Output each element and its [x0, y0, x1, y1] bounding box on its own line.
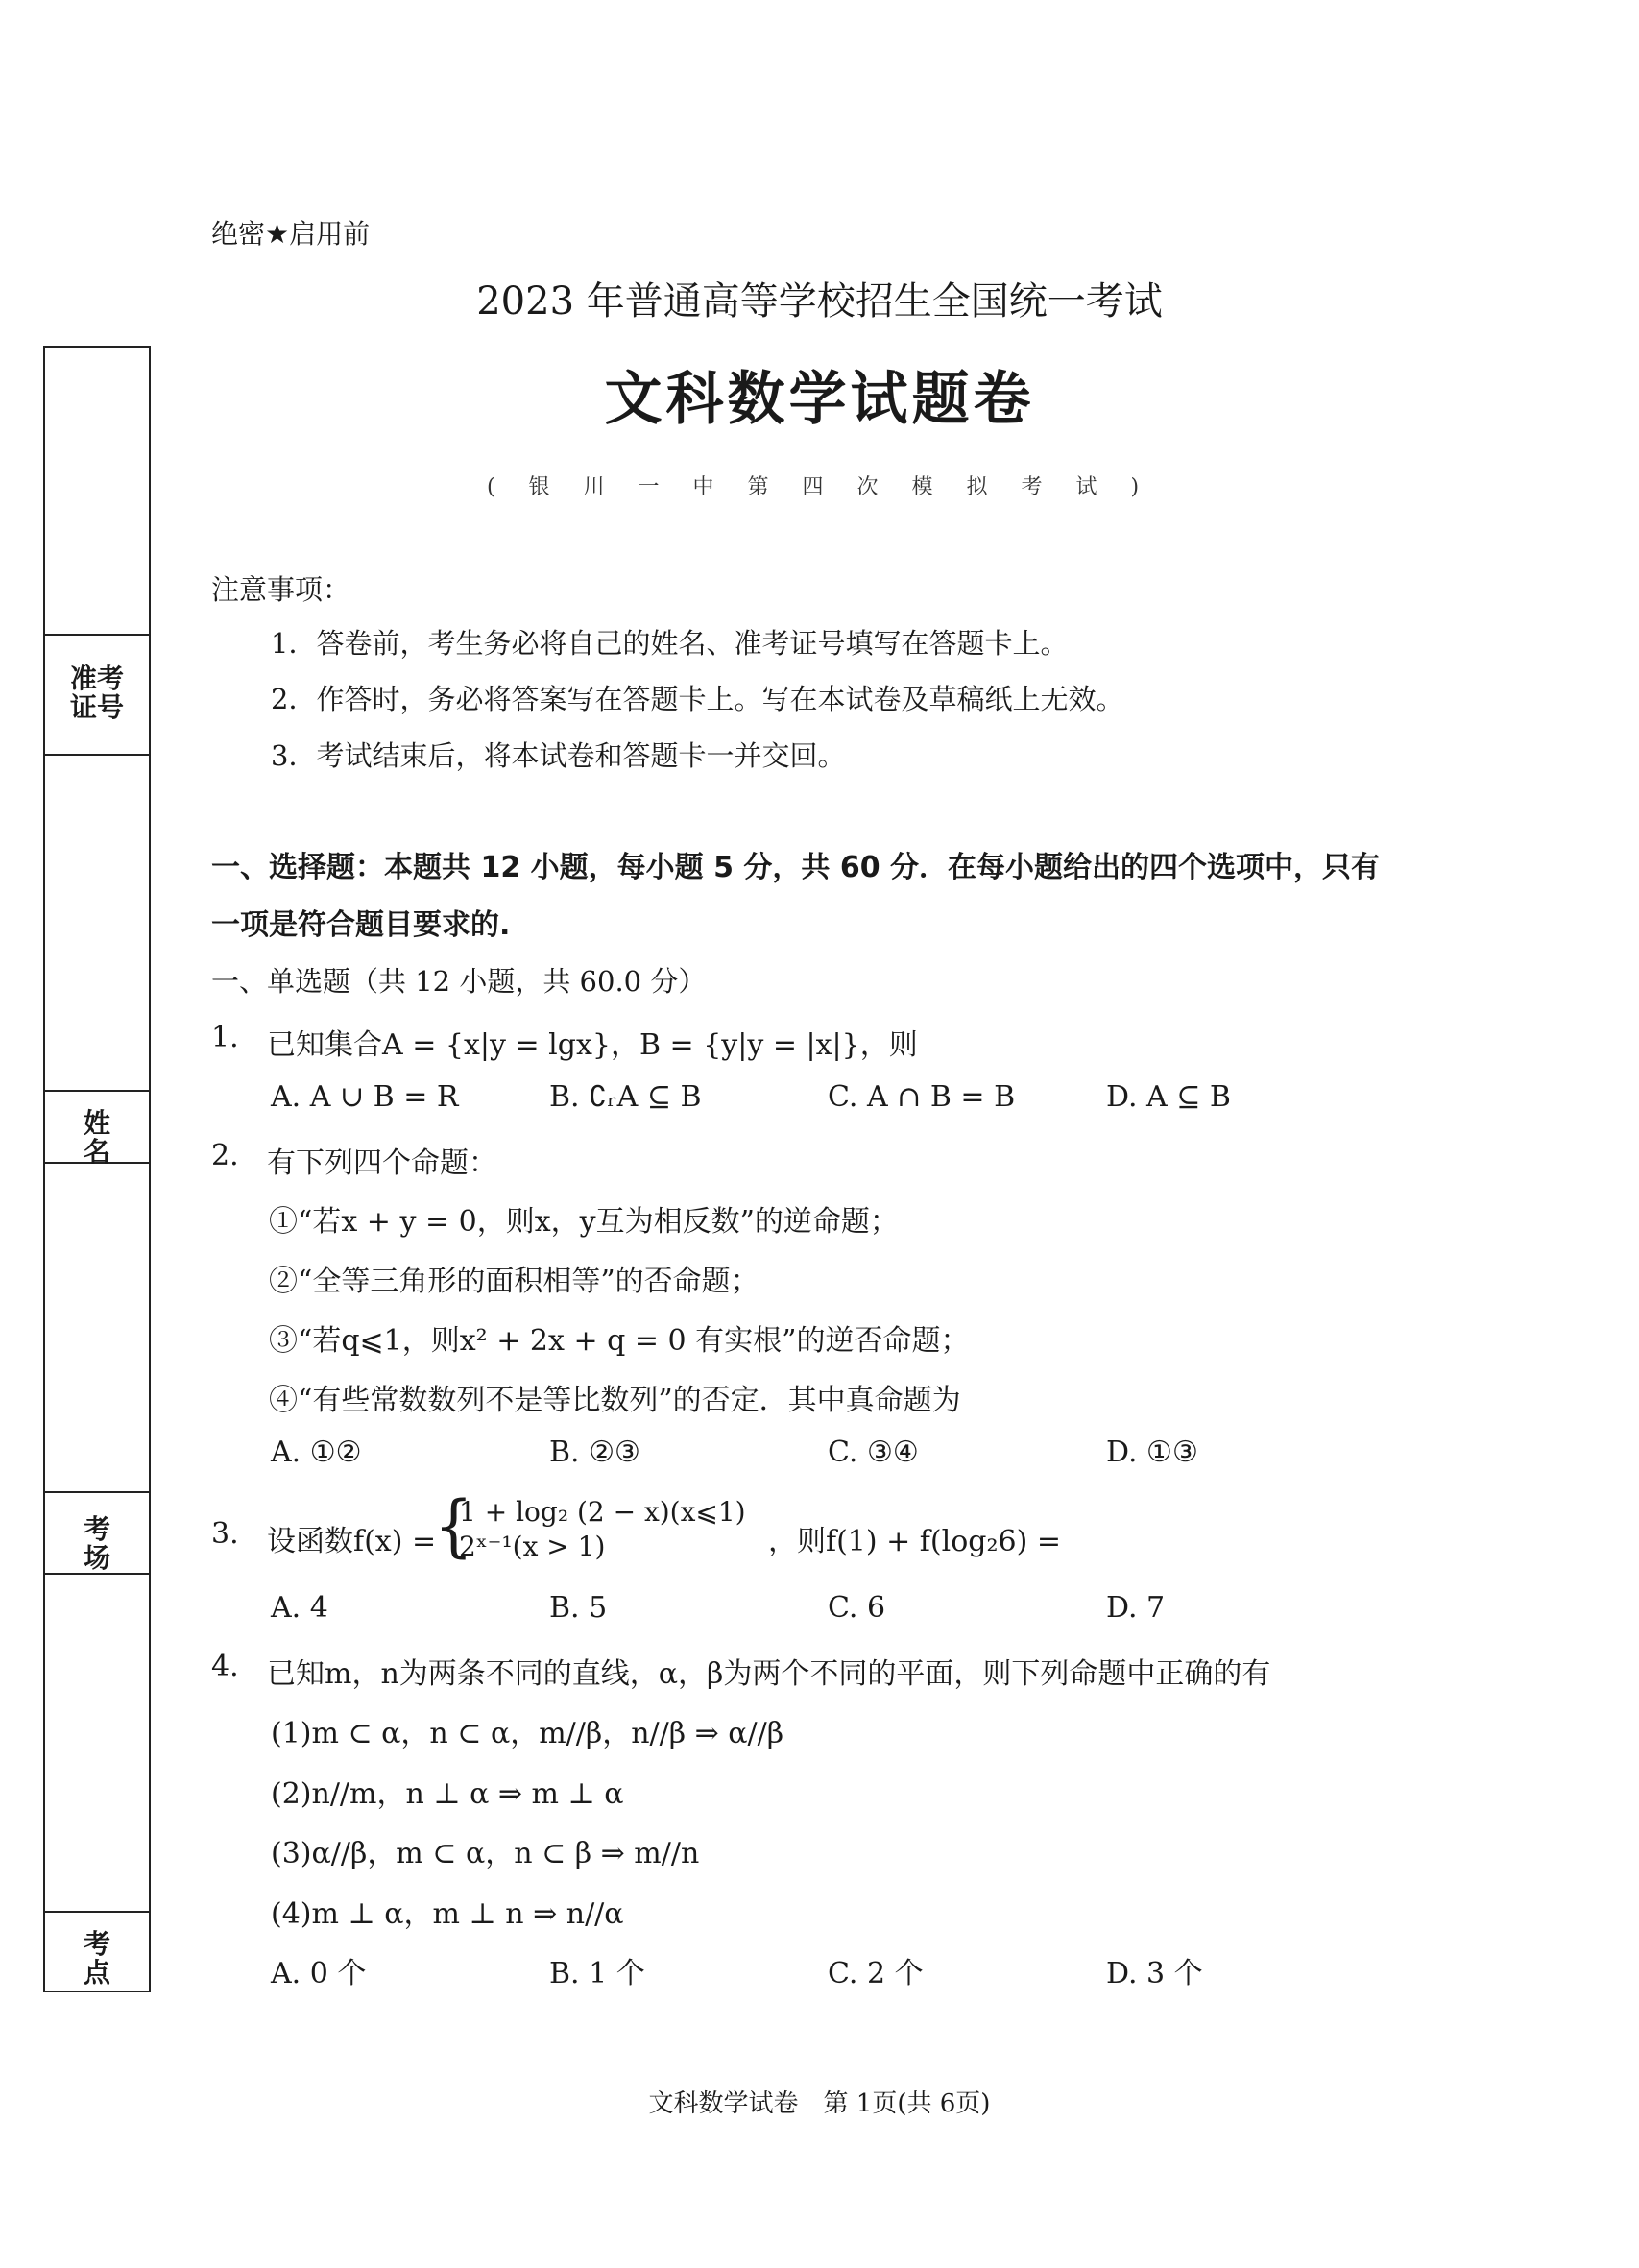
subsection-heading: 一、单选题（共 12 小题，共 60.0 分） [211, 965, 707, 998]
proposition-item: ②“全等三角形的面积相等”的否命题； [269, 1265, 759, 1298]
piecewise-case-2: 2ˣ⁻¹(x > 1) [459, 1531, 606, 1562]
question-number: 4. [211, 1650, 239, 1683]
option-c: C. 6 [828, 1591, 886, 1625]
option-a: A. A ∪ B = R [271, 1080, 459, 1114]
section-heading-cont: 一项是符合题目要求的. [211, 908, 511, 942]
strip-label-row: 考 [83, 1513, 110, 1545]
question-text: 已知m，n为两条不同的直线，α，β为两个不同的平面，则下列命题中正确的有 [267, 1657, 1271, 1691]
strip-label-row: 姓 [83, 1107, 110, 1139]
option-d: D. 3 个 [1106, 1957, 1203, 1991]
strip-divider [43, 634, 151, 636]
question-text: 设函数f(x) = [267, 1525, 437, 1558]
notes-heading: 注意事项： [211, 573, 351, 606]
option-a: A. 4 [271, 1591, 328, 1625]
option-d: D. ①③ [1106, 1436, 1198, 1469]
option-c: C. ③④ [828, 1436, 919, 1469]
proposition-item: ①“若x + y = 0，则x，y互为相反数”的逆命题； [269, 1205, 899, 1239]
note-item: 3．考试结束后，将本试卷和答题卡一并交回。 [271, 739, 846, 772]
strip-label-row: 考 [83, 1928, 110, 1960]
question-text-suffix: ，则f(1) + f(log₂6) = [768, 1525, 1061, 1558]
strip-label-row: 证号 [69, 691, 124, 723]
option-a: A. 0 个 [271, 1957, 367, 1991]
option-b: B. ②③ [549, 1436, 640, 1469]
strip-label-ticket [43, 664, 151, 722]
strip-divider [43, 1911, 151, 1913]
option-c: C. A ∩ B = B [828, 1080, 1016, 1114]
question-number: 3. [211, 1517, 239, 1551]
strip-divider [43, 754, 151, 756]
note-item: 2．作答时，务必将答案写在答题卡上。写在本试卷及草稿纸上无效。 [271, 683, 1124, 715]
question-number: 1. [211, 1021, 239, 1054]
option-a: A. ①② [271, 1436, 362, 1469]
option-b: B. ∁ᵣA ⊆ B [549, 1080, 702, 1114]
question-number: 2. [211, 1139, 239, 1172]
note-item: 1．答卷前，考生务必将自己的姓名、准考证号填写在答题卡上。 [271, 627, 1069, 660]
page-footer: 文科数学试卷 第 1页(共 6页) [648, 2089, 991, 2118]
piecewise-cases [459, 1495, 746, 1564]
binding-strip [43, 346, 151, 1992]
strip-divider [43, 1090, 151, 1092]
option-d: D. A ⊆ B [1106, 1080, 1231, 1114]
statement-item: (3)α//β，m ⊂ α，n ⊂ β ⇒ m//n [271, 1837, 700, 1870]
statement-item: (1)m ⊂ α，n ⊂ α，m//β，n//β ⇒ α//β [271, 1717, 784, 1750]
paper-title: 文科数学试题卷 [604, 366, 1035, 433]
section-heading: 一、选择题：本题共 12 小题，每小题 5 分，共 60 分．在每小题给出的四个选项中，只有 [211, 851, 1381, 884]
statement-item: (2)n//m，n ⊥ α ⇒ m ⊥ α [271, 1777, 624, 1811]
piecewise-brace: { [434, 1487, 473, 1566]
strip-label-row: 准考 [69, 663, 124, 694]
statement-item: (4)m ⊥ α，m ⊥ n ⇒ n//α [271, 1897, 624, 1931]
piecewise-case-1: 1 + log₂ (2 − x)(x⩽1) [459, 1496, 746, 1528]
strip-label-row: 点 [83, 1957, 110, 1989]
strip-divider [43, 1491, 151, 1493]
strip-label-site [43, 1930, 151, 1988]
exam-title: 2023 年普通高等学校招生全国统一考试 [476, 279, 1163, 324]
question-text: 有下列四个命题： [267, 1146, 497, 1180]
option-b: B. 1 个 [549, 1957, 645, 1991]
proposition-item: ④“有些常数数列不是等比数列”的否定．其中真命题为 [269, 1384, 961, 1417]
question-text: 已知集合A = {x|y = lgx}，B = {y|y = |x|}，则 [267, 1028, 918, 1062]
confidential-label: 绝密★启用前 [211, 218, 371, 250]
strip-label-row: 场 [83, 1542, 110, 1574]
option-b: B. 5 [549, 1591, 608, 1625]
proposition-item: ③“若q⩽1，则x² + 2x + q = 0 有实根”的逆否命题； [269, 1324, 970, 1358]
strip-label-row: 名 [83, 1136, 110, 1168]
option-c: C. 2 个 [828, 1957, 924, 1991]
option-d: D. 7 [1106, 1591, 1166, 1625]
strip-label-name [43, 1109, 151, 1167]
strip-label-room [43, 1515, 151, 1573]
paper-subtitle: ( 银 川 一 中 第 四 次 模 拟 考 试 ) [486, 475, 1153, 499]
